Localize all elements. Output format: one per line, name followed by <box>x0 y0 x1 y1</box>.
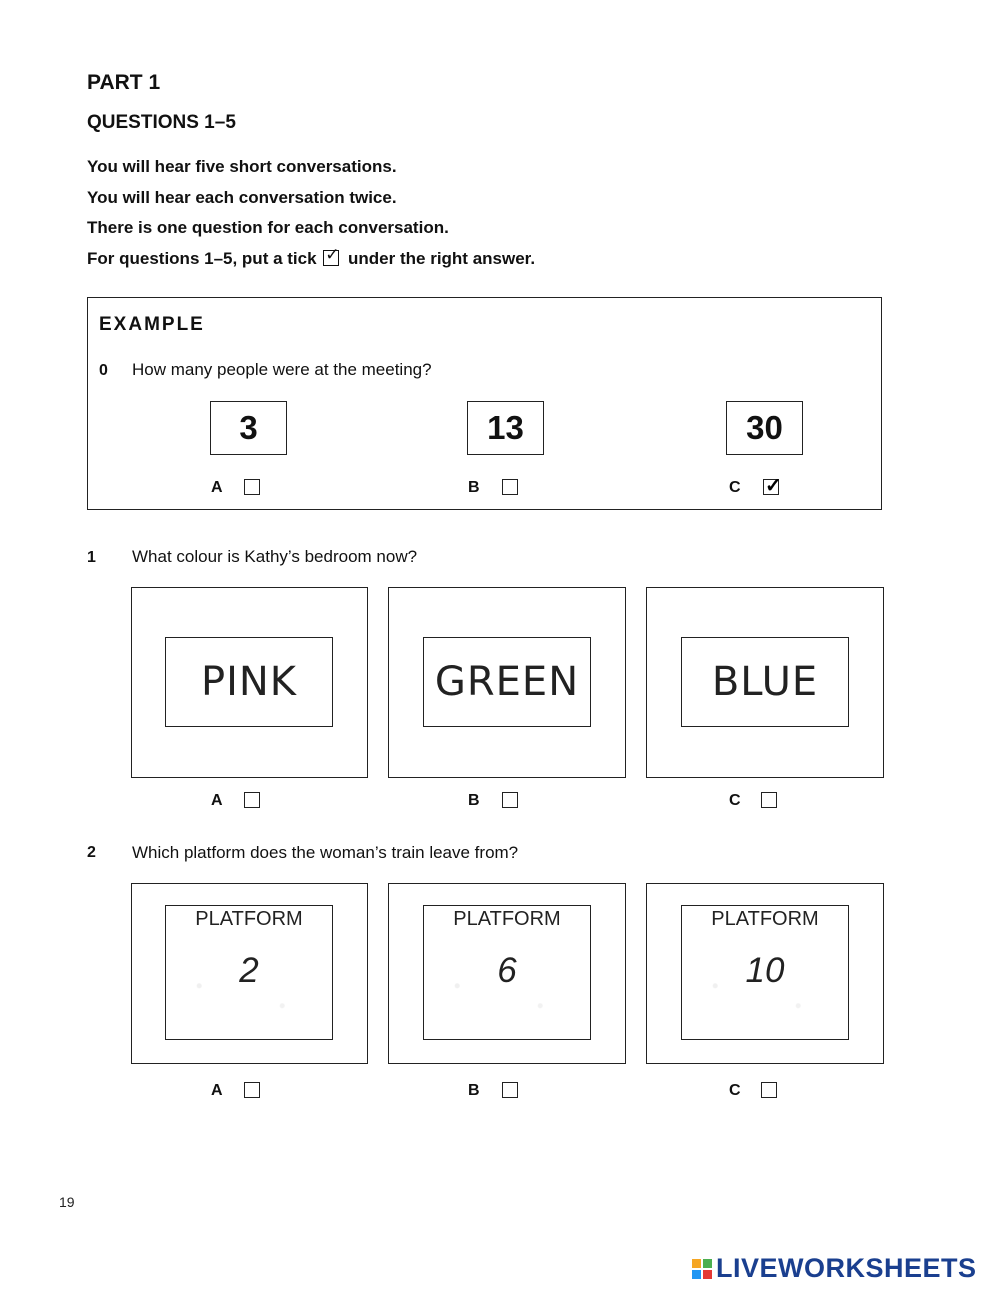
platform-label: PLATFORM <box>453 908 561 930</box>
example-option-c-checkbox[interactable] <box>763 479 779 495</box>
question-1-option-c-card <box>681 637 849 727</box>
example-option-a-value: 3 <box>210 401 287 455</box>
instruction-line-1: You will hear five short conversations. <box>87 157 397 176</box>
question-1-option-b-letter: B <box>468 792 480 809</box>
question-1-option-a-checkbox[interactable] <box>244 792 260 808</box>
question-1-option-c-checkbox[interactable] <box>761 792 777 808</box>
liveworksheets-icon <box>692 1259 712 1279</box>
question-2-option-b-checkbox[interactable] <box>502 1082 518 1098</box>
platform-label: PLATFORM <box>711 908 819 930</box>
example-option-a-letter: A <box>211 479 223 496</box>
tick-icon <box>323 250 339 266</box>
question-2-option-b-letter: B <box>468 1082 480 1099</box>
question-2-option-a-card <box>165 905 333 1040</box>
colour-word: BLUE <box>711 659 819 705</box>
question-1-option-b-card <box>423 637 591 727</box>
instruction-line-4-start: For questions 1–5, put a tick <box>87 249 317 268</box>
platform-number: 10 <box>745 951 785 990</box>
instruction-line-4-end: under the right answer. <box>348 249 536 268</box>
question-2-option-a-letter: A <box>211 1082 223 1099</box>
platform-number: 2 <box>239 951 259 990</box>
question-2-option-c-letter: C <box>729 1082 741 1099</box>
part-title: PART 1 <box>87 71 161 94</box>
question-2-option-b-card <box>423 905 591 1040</box>
question-2-option-c-card <box>681 905 849 1040</box>
question-2-text: Which platform does the woman’s train leave from? <box>132 843 519 862</box>
liveworksheets-logo[interactable] <box>692 1253 977 1284</box>
platform-number: 6 <box>497 951 517 990</box>
question-1-option-a-letter: A <box>211 792 223 809</box>
instruction-line-2: You will hear each conversation twice. <box>87 188 397 207</box>
questions-title: QUESTIONS 1–5 <box>87 112 236 133</box>
example-number: 0 <box>99 362 108 379</box>
colour-word: PINK <box>200 659 298 705</box>
question-2-option-c-checkbox[interactable] <box>761 1082 777 1098</box>
example-label: EXAMPLE <box>99 314 205 335</box>
question-1-option-b-checkbox[interactable] <box>502 792 518 808</box>
question-2-number: 2 <box>87 844 96 861</box>
question-1-option-a-card <box>165 637 333 727</box>
instruction-line-3: There is one question for each conversation. <box>87 218 449 237</box>
colour-word: GREEN <box>434 659 580 705</box>
instruction-line-4 <box>87 249 535 269</box>
question-1-option-c-letter: C <box>729 792 741 809</box>
example-option-c-value: 30 <box>726 401 803 455</box>
question-1-text: What colour is Kathy’s bedroom now? <box>132 547 418 566</box>
example-option-b-checkbox[interactable] <box>502 479 518 495</box>
question-2-option-a-checkbox[interactable] <box>244 1082 260 1098</box>
brand-name: LIVEWORKSHEETS <box>716 1253 977 1283</box>
question-1-number: 1 <box>87 549 96 566</box>
example-option-a-checkbox[interactable] <box>244 479 260 495</box>
example-question: How many people were at the meeting? <box>132 360 432 379</box>
example-option-c-letter: C <box>729 479 741 496</box>
platform-label: PLATFORM <box>195 908 303 930</box>
page-number: 19 <box>59 1194 75 1210</box>
example-option-b-value: 13 <box>467 401 544 455</box>
example-option-b-letter: B <box>468 479 480 496</box>
